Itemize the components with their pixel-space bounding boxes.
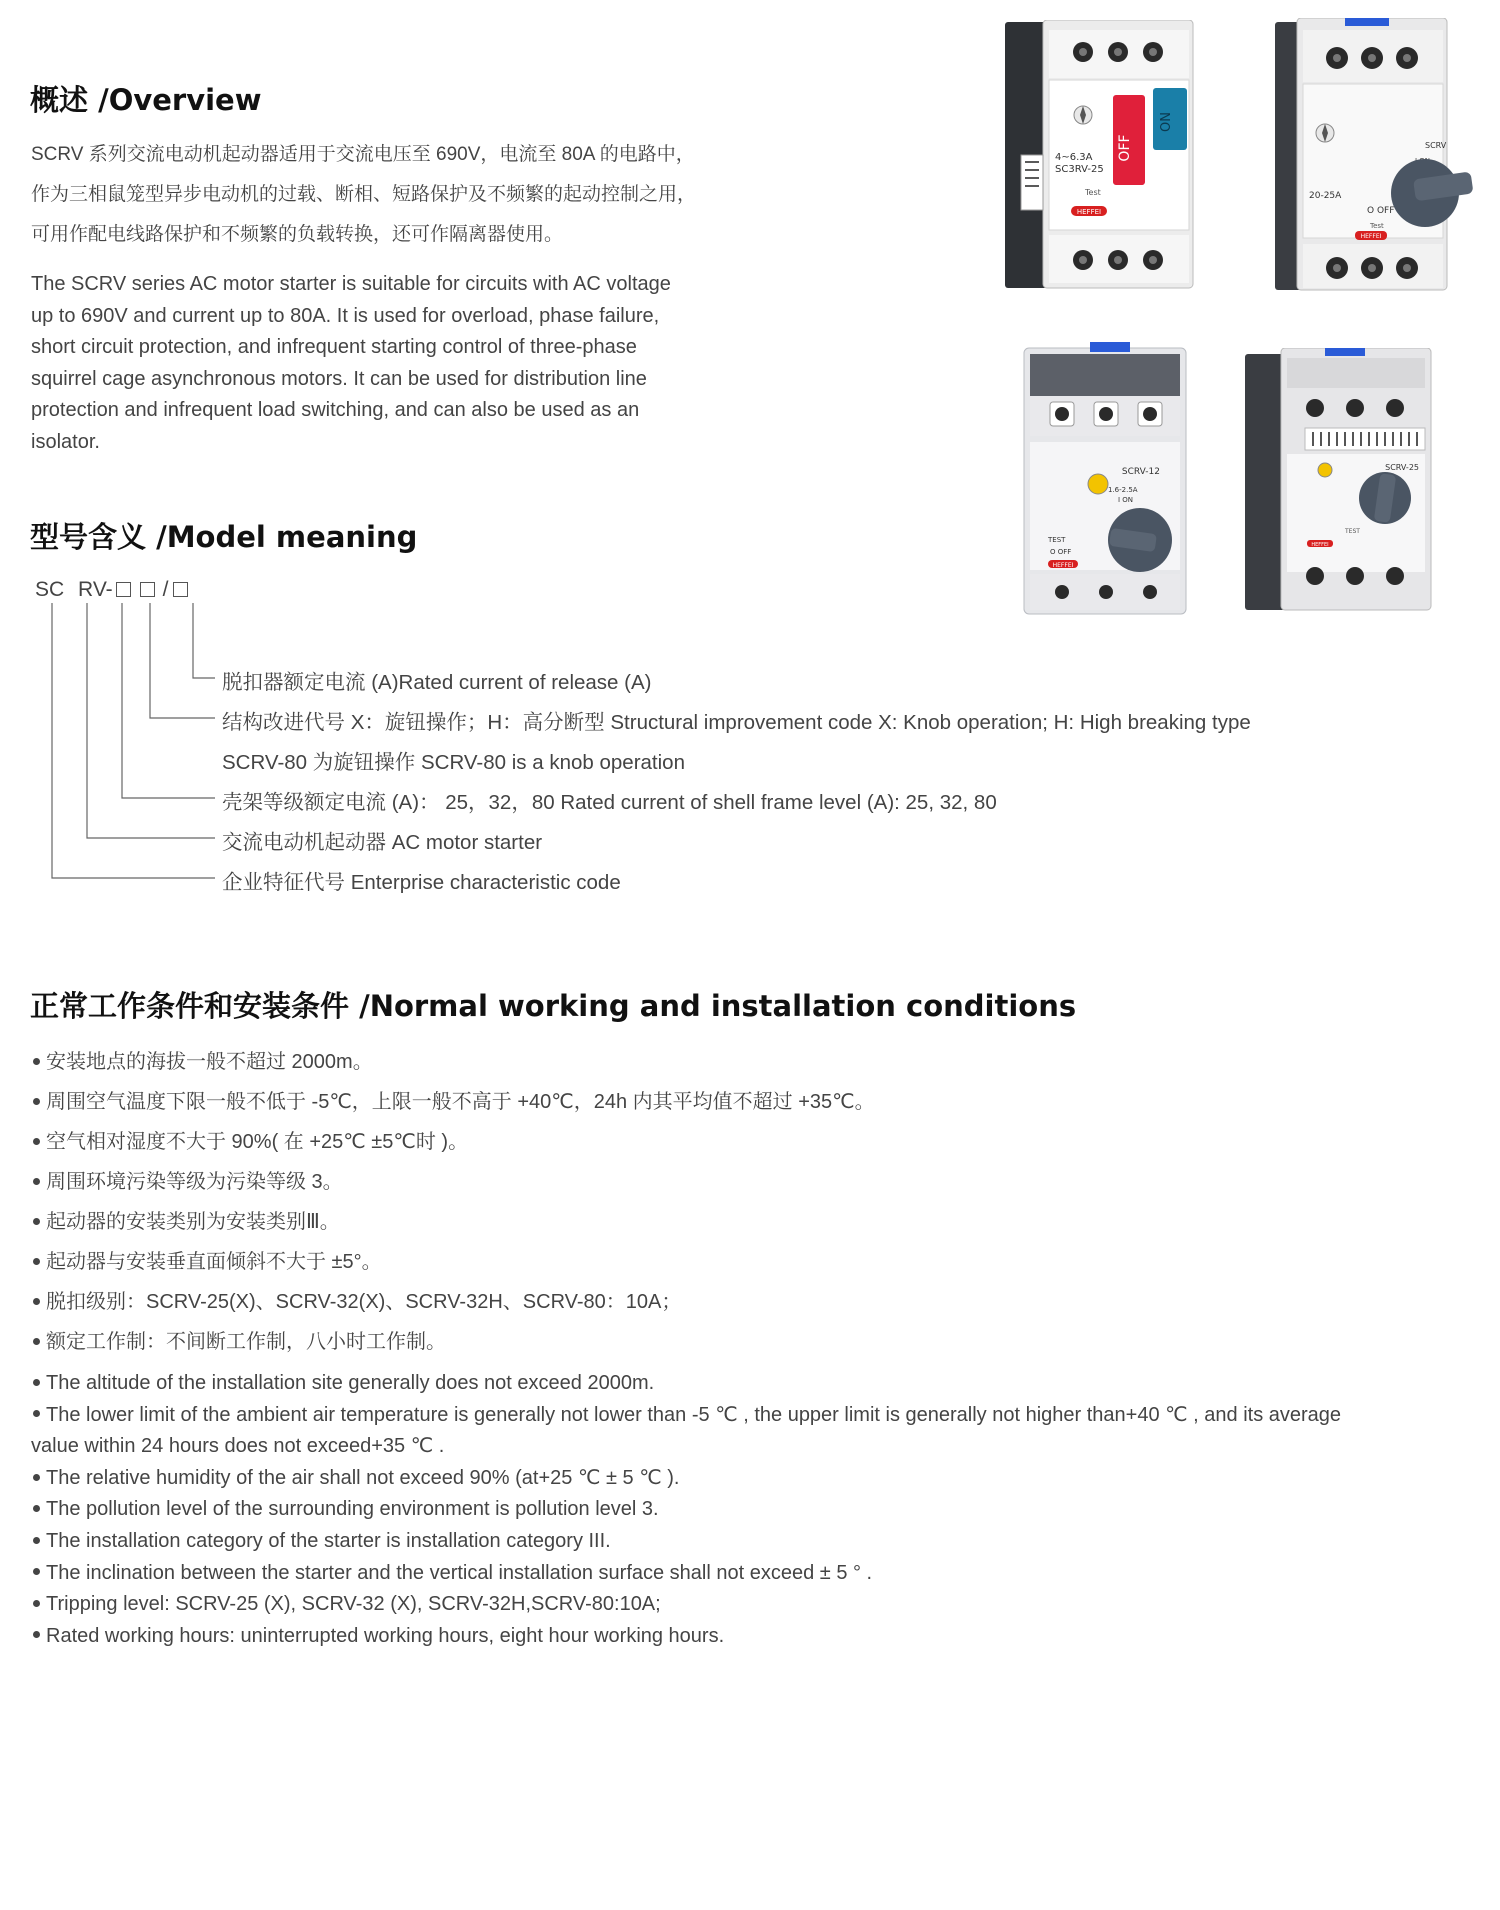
overview-en-line: short circuit protection, and infrequent starting control of three-phase xyxy=(31,336,637,359)
cn-bullet-text: 安装地点的海拔一般不超过 2000m。 xyxy=(46,1051,373,1073)
en-bullet-text: value within 24 hours does not exceed+35 ℃ . xyxy=(31,1435,445,1458)
product-brand: HEFFEI xyxy=(1052,562,1074,569)
en-bullet xyxy=(31,1494,1341,1526)
en-bullet-text: The inclination between the starter and the vertical installation surface shall not exceed ± 5 ° . xyxy=(46,1561,873,1584)
bullet-icon xyxy=(33,1058,40,1065)
legend-structure: 结构改进代号 X：旋钮操作；H：高分断型 Structural improvement code X: Knob operation; H: High breaking type xyxy=(222,711,1251,734)
code-sc: SC xyxy=(35,578,65,601)
en-bullet-text: The lower limit of the ambient air temperature is generally not lower than -5 ℃ , the upper limit is generally not higher than+40 ℃ , and its average xyxy=(46,1403,1342,1426)
product-model: SCRV-12 xyxy=(1121,467,1160,477)
leader-starter xyxy=(87,603,215,838)
en-bullet xyxy=(31,1558,1341,1590)
product-brand: HEFFEI xyxy=(1360,233,1382,240)
bullet-icon xyxy=(33,1338,40,1345)
cn-bullet-text: 额定工作制：不间断工作制，八小时工作制。 xyxy=(46,1331,446,1353)
product-brand: HEFFEI xyxy=(1076,208,1102,216)
cn-bullet xyxy=(31,1045,875,1085)
bullet-icon xyxy=(33,1218,40,1225)
en-bullet-text: The altitude of the installation site generally does not exceed 2000m. xyxy=(46,1372,655,1394)
bullet-icon xyxy=(33,1258,40,1265)
overview-en-line: up to 690V and current up to 80A. It is used for overload, phase failure, xyxy=(31,304,660,327)
en-bullet xyxy=(31,1589,1341,1621)
code-slash: / xyxy=(162,578,169,601)
cn-bullet xyxy=(31,1325,875,1365)
cn-bullet xyxy=(31,1285,875,1325)
cn-bullet xyxy=(31,1205,875,1245)
en-bullet-text: The pollution level of the surrounding environment is pollution level 3. xyxy=(46,1498,659,1521)
product-test: TEST xyxy=(1048,536,1066,544)
product-test: Test xyxy=(1370,222,1384,230)
bullet-icon xyxy=(33,1410,40,1417)
legend-scrv80: SCRV-80 为旋钮操作 SCRV-80 is a knob operation xyxy=(222,751,685,774)
cn-bullet-text: 空气相对湿度不大于 90%( 在 +25℃ ±5℃时 )。 xyxy=(46,1131,469,1153)
leader-structure xyxy=(150,603,215,718)
cn-bullet xyxy=(31,1085,875,1125)
en-bullet xyxy=(31,1526,1341,1558)
cn-bullet-text: 起动器的安装类别为安装类别Ⅲ。 xyxy=(46,1211,340,1233)
bullet-icon xyxy=(33,1178,40,1185)
cn-bullet-text: 周围环境污染等级为污染等级 3。 xyxy=(46,1171,343,1193)
legend-starter: 交流电动机起动器 AC motor starter xyxy=(222,831,543,854)
en-bullet xyxy=(31,1368,1341,1400)
en-bullet-text: The installation category of the starter is installation category III. xyxy=(46,1529,611,1552)
conditions-en-list xyxy=(31,1368,1341,1652)
overview-cn-line: 作为三相鼠笼型异步电动机的过载、断相、短路保护及不频繁的起动控制之用， xyxy=(31,184,697,205)
product-brand: HEFFEI xyxy=(1311,542,1329,548)
off-label: O OFF xyxy=(1050,548,1072,556)
bullet-icon xyxy=(33,1568,40,1575)
en-bullet-continuation xyxy=(31,1431,1341,1463)
off-button-label: OFF xyxy=(1117,134,1133,162)
overview-cn-line: 可用作配电线路保护和不频繁的负载转换，还可作隔离器使用。 xyxy=(31,224,564,245)
product-photo-2 xyxy=(1275,18,1475,296)
legend-release: 脱扣器额定电流 (A)Rated current of release (A) xyxy=(222,671,652,694)
product-test: TEST xyxy=(1345,528,1360,535)
product-model: SCRV-25 xyxy=(1385,463,1419,472)
overview-en-line: The SCRV series AC motor starter is suitable for circuits with AC voltage xyxy=(31,273,671,295)
on-button-label: ON xyxy=(1159,112,1174,132)
product-photo-1 xyxy=(1005,20,1200,290)
off-label: O OFF xyxy=(1367,206,1395,216)
cn-bullet xyxy=(31,1245,875,1285)
conditions-heading: 正常工作条件和安装条件 /Normal working and installation conditions xyxy=(30,989,1077,1023)
en-bullet-text: Rated working hours: uninterrupted working hours, eight hour working hours. xyxy=(46,1624,725,1647)
model-heading: 型号含义 /Model meaning xyxy=(30,520,418,554)
product-rating: 20-25A xyxy=(1309,191,1342,201)
bullet-icon xyxy=(33,1298,40,1305)
cn-bullet xyxy=(31,1165,875,1205)
en-bullet-text: Tripping level: SCRV-25 (X), SCRV-32 (X), SCRV-32H,SCRV-80:10A; xyxy=(46,1593,661,1616)
cn-bullet-text: 起动器与安装垂直面倾斜不大于 ±5°。 xyxy=(46,1251,382,1273)
en-bullet xyxy=(31,1621,1341,1653)
bullet-icon xyxy=(33,1631,40,1638)
overview-cn-line: SCRV 系列交流电动机起动器适用于交流电压至 690V，电流至 80A 的电路中， xyxy=(31,144,695,165)
bullet-icon xyxy=(33,1474,40,1481)
product-rating: 1.6-2.5A xyxy=(1108,486,1138,494)
bullet-icon xyxy=(33,1505,40,1512)
product-photo-4 xyxy=(1245,348,1435,618)
conditions-cn-list xyxy=(31,1045,875,1365)
bullet-icon xyxy=(33,1600,40,1607)
product-photo-3 xyxy=(1020,342,1190,618)
legend-frame: 壳架等级额定电流 (A)： 25，32，80 Rated current of shell frame level (A): 25, 32, 80 xyxy=(222,791,997,814)
product-test: Test xyxy=(1085,188,1101,197)
leader-frame xyxy=(122,603,215,798)
bullet-icon xyxy=(33,1138,40,1145)
leader-enterprise xyxy=(52,603,215,878)
product-rating: 4~6.3A xyxy=(1055,152,1093,163)
legend-enterprise: 企业特征代号 Enterprise characteristic code xyxy=(222,871,621,894)
product-model: SC3RV-25 xyxy=(1055,164,1104,175)
cn-bullet xyxy=(31,1125,875,1165)
cn-bullet-text: 周围空气温度下限一般不低于 -5℃，上限一般不高于 +40℃，24h 内其平均值不超过 +35℃。 xyxy=(46,1091,875,1113)
bullet-icon xyxy=(33,1379,40,1386)
bullet-icon xyxy=(33,1537,40,1544)
code-rv: RV- xyxy=(78,578,113,601)
overview-en-line: squirrel cage asynchronous motors. It can be used for distribution line xyxy=(31,367,647,390)
on-label: I ON xyxy=(1118,496,1134,504)
leader-release xyxy=(193,603,215,678)
overview-en-line: protection and infrequent load switching, and can also be used as an xyxy=(31,399,640,422)
overview-en-line: isolator. xyxy=(31,430,100,453)
bullet-icon xyxy=(33,1098,40,1105)
cn-bullet-text: 脱扣级别：SCRV-25(X)、SCRV-32(X)、SCRV-32H、SCRV-80：10A； xyxy=(46,1291,682,1313)
product-model: SCRV xyxy=(1425,141,1447,150)
model-leader-lines xyxy=(0,0,230,890)
en-bullet-text: The relative humidity of the air shall not exceed 90% (at+25 ℃ ± 5 ℃ ). xyxy=(46,1466,680,1489)
en-bullet xyxy=(31,1463,1341,1495)
overview-heading: 概述 /Overview xyxy=(30,83,262,117)
en-bullet xyxy=(31,1400,1341,1432)
